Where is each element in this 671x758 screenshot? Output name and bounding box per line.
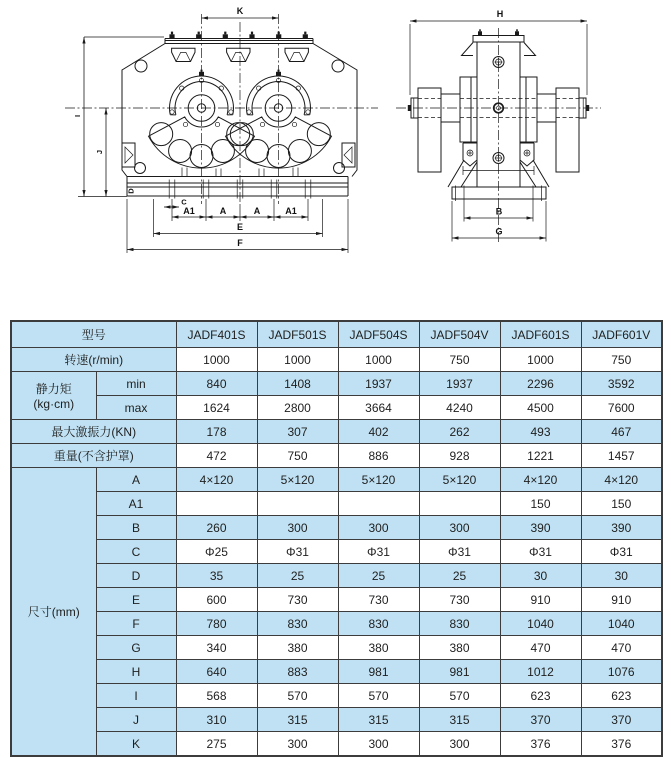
dim-H-4: 1012 [500, 660, 581, 684]
dim-A1-1 [257, 492, 338, 516]
dim-A1-3 [419, 492, 500, 516]
dim-F-label: F [96, 612, 176, 636]
dim-E-1: 730 [257, 588, 338, 612]
dim-G-4: 470 [500, 636, 581, 660]
static-max-4: 4500 [500, 396, 581, 420]
dim-J-2: 315 [338, 708, 419, 732]
dim-E-2: 730 [338, 588, 419, 612]
dim-label-k: K [236, 6, 244, 16]
dim-F-5: 1040 [581, 612, 662, 636]
front-view-drawing [65, 6, 378, 253]
dim-D-0: 35 [176, 564, 257, 588]
engineering-drawings [0, 0, 671, 312]
static-min-5: 3592 [581, 372, 662, 396]
static-moment-label-line2: (kg·cm) [33, 397, 75, 411]
dim-G-label: G [96, 636, 176, 660]
weight-4: 1221 [500, 444, 581, 468]
row-dim-A [11, 468, 662, 492]
dim-J-label: J [96, 708, 176, 732]
dim-K-4: 376 [500, 732, 581, 757]
row-dim-H [11, 660, 662, 684]
dim-G-3: 380 [419, 636, 500, 660]
dim-C-5: Φ31 [581, 540, 662, 564]
dim-F-3: 830 [419, 612, 500, 636]
row-dim-C [11, 540, 662, 564]
dim-D-label: D [96, 564, 176, 588]
dim-E-4: 910 [500, 588, 581, 612]
model-name-3: JADF504V [419, 321, 500, 348]
speed-2: 1000 [338, 348, 419, 372]
dim-label-a-right: A [253, 206, 261, 216]
max-force-label: 最大激振力(KN) [11, 420, 176, 444]
row-max-force [11, 420, 662, 444]
speed-5: 750 [581, 348, 662, 372]
dim-C-0: Φ25 [176, 540, 257, 564]
dim-A1-0 [176, 492, 257, 516]
dim-F-0: 780 [176, 612, 257, 636]
dim-label-g: G [495, 226, 503, 237]
row-dim-E [11, 588, 662, 612]
model-name-4: JADF601S [500, 321, 581, 348]
dim-A-4: 4×120 [500, 468, 581, 492]
dim-C-4: Φ31 [500, 540, 581, 564]
dim-label-h: H [496, 9, 504, 19]
dim-A-label: A [96, 468, 176, 492]
dim-B-0: 260 [176, 516, 257, 540]
top-bolts [169, 32, 308, 39]
dim-K-0: 275 [176, 732, 257, 757]
side-view-drawing [396, 9, 601, 243]
row-static-moment-min [11, 372, 662, 396]
dim-A1-label: A1 [96, 492, 176, 516]
max-force-2: 402 [338, 420, 419, 444]
dim-label-i: I [73, 114, 82, 118]
dim-label-d: D [126, 188, 136, 194]
dim-H-3: 981 [419, 660, 500, 684]
speed-4: 1000 [500, 348, 581, 372]
dim-K-1: 300 [257, 732, 338, 757]
dim-C-1: Φ31 [257, 540, 338, 564]
dim-B-label: B [96, 516, 176, 540]
max-force-1: 307 [257, 420, 338, 444]
dim-label-b: B [495, 206, 503, 217]
spec-table [10, 320, 663, 757]
static-max-3: 4240 [419, 396, 500, 420]
dim-H-0: 640 [176, 660, 257, 684]
dim-E-label: E [96, 588, 176, 612]
static-max-label: max [96, 396, 176, 420]
dim-D-2: 25 [338, 564, 419, 588]
dim-label-j: J [95, 149, 104, 155]
dim-E-5: 910 [581, 588, 662, 612]
dim-A1-5: 150 [581, 492, 662, 516]
dim-H-2: 981 [338, 660, 419, 684]
model-header-label: 型号 [11, 321, 176, 348]
dim-D-4: 30 [500, 564, 581, 588]
max-force-4: 493 [500, 420, 581, 444]
row-dim-D [11, 564, 662, 588]
weight-1: 750 [257, 444, 338, 468]
dim-E-3: 730 [419, 588, 500, 612]
dim-label-c: C [181, 197, 187, 207]
dim-F-2: 830 [338, 612, 419, 636]
dim-B-2: 300 [338, 516, 419, 540]
dim-D-3: 25 [419, 564, 500, 588]
row-dim-B [11, 516, 662, 540]
dim-I-2: 570 [338, 684, 419, 708]
row-dim-A1 [11, 492, 662, 516]
dim-I-0: 568 [176, 684, 257, 708]
row-model-header [11, 321, 662, 348]
dim-A-3: 5×120 [419, 468, 500, 492]
dim-J-3: 315 [419, 708, 500, 732]
dim-B-4: 390 [500, 516, 581, 540]
model-name-5: JADF601V [581, 321, 662, 348]
dim-label-e: E [236, 222, 244, 232]
static-max-2: 3664 [338, 396, 419, 420]
speed-1: 1000 [257, 348, 338, 372]
dim-label-a1-right: A1 [285, 206, 297, 216]
static-min-0: 840 [176, 372, 257, 396]
dim-I-4: 623 [500, 684, 581, 708]
dim-K-5: 376 [581, 732, 662, 757]
dim-I-1: 570 [257, 684, 338, 708]
dim-label-f: F [237, 238, 243, 248]
dim-A1-4: 150 [500, 492, 581, 516]
dim-K-3: 300 [419, 732, 500, 757]
row-dim-J [11, 708, 662, 732]
dim-D-1: 25 [257, 564, 338, 588]
dim-I-5: 623 [581, 684, 662, 708]
row-dim-K [11, 732, 662, 757]
static-moment-label-line1: 静力矩 [35, 382, 72, 396]
dim-G-0: 340 [176, 636, 257, 660]
dim-A-5: 4×120 [581, 468, 662, 492]
row-dim-G [11, 636, 662, 660]
dim-H-label: H [96, 660, 176, 684]
dim-K-2: 300 [338, 732, 419, 757]
weight-label: 重量(不含护罩) [11, 444, 176, 468]
dim-G-2: 380 [338, 636, 419, 660]
dim-G-5: 470 [581, 636, 662, 660]
static-min-1: 1408 [257, 372, 338, 396]
static-min-3: 1937 [419, 372, 500, 396]
drawing-canvas [0, 0, 671, 312]
dim-label-a1-left: A1 [183, 206, 195, 216]
static-min-4: 2296 [500, 372, 581, 396]
static-max-5: 7600 [581, 396, 662, 420]
dim-F-4: 1040 [500, 612, 581, 636]
static-min-2: 1937 [338, 372, 419, 396]
dim-label-a-left: A [219, 206, 227, 216]
row-static-moment-max [11, 396, 662, 420]
dim-A-2: 5×120 [338, 468, 419, 492]
dim-A1-2 [338, 492, 419, 516]
model-name-0: JADF401S [176, 321, 257, 348]
weight-3: 928 [419, 444, 500, 468]
static-max-1: 2800 [257, 396, 338, 420]
dim-C-2: Φ31 [338, 540, 419, 564]
dim-F-1: 830 [257, 612, 338, 636]
static-max-0: 1624 [176, 396, 257, 420]
weight-5: 1457 [581, 444, 662, 468]
speed-label: 转速(r/min) [11, 348, 176, 372]
max-force-3: 262 [419, 420, 500, 444]
dim-J-1: 315 [257, 708, 338, 732]
row-speed [11, 348, 662, 372]
dim-E-0: 600 [176, 588, 257, 612]
dim-J-5: 370 [581, 708, 662, 732]
row-weight [11, 444, 662, 468]
max-force-0: 178 [176, 420, 257, 444]
speed-0: 1000 [176, 348, 257, 372]
dim-B-1: 300 [257, 516, 338, 540]
dim-I-label: I [96, 684, 176, 708]
dim-C-label: C [96, 540, 176, 564]
dim-I-3: 570 [419, 684, 500, 708]
dim-B-3: 300 [419, 516, 500, 540]
dim-B-5: 390 [581, 516, 662, 540]
row-dim-I [11, 684, 662, 708]
dim-D-5: 30 [581, 564, 662, 588]
row-dim-F [11, 612, 662, 636]
model-name-1: JADF501S [257, 321, 338, 348]
dim-K-label: K [96, 732, 176, 757]
static-moment-label [11, 372, 96, 420]
dim-J-0: 310 [176, 708, 257, 732]
dim-A-0: 4×120 [176, 468, 257, 492]
dim-A-1: 5×120 [257, 468, 338, 492]
weight-2: 886 [338, 444, 419, 468]
dim-C-3: Φ31 [419, 540, 500, 564]
weight-0: 472 [176, 444, 257, 468]
model-name-2: JADF504S [338, 321, 419, 348]
dim-J-4: 370 [500, 708, 581, 732]
speed-3: 750 [419, 348, 500, 372]
static-min-label: min [96, 372, 176, 396]
dimensions-label: 尺寸(mm) [11, 468, 96, 757]
max-force-5: 467 [581, 420, 662, 444]
dim-H-5: 1076 [581, 660, 662, 684]
dim-H-1: 883 [257, 660, 338, 684]
dim-G-1: 380 [257, 636, 338, 660]
